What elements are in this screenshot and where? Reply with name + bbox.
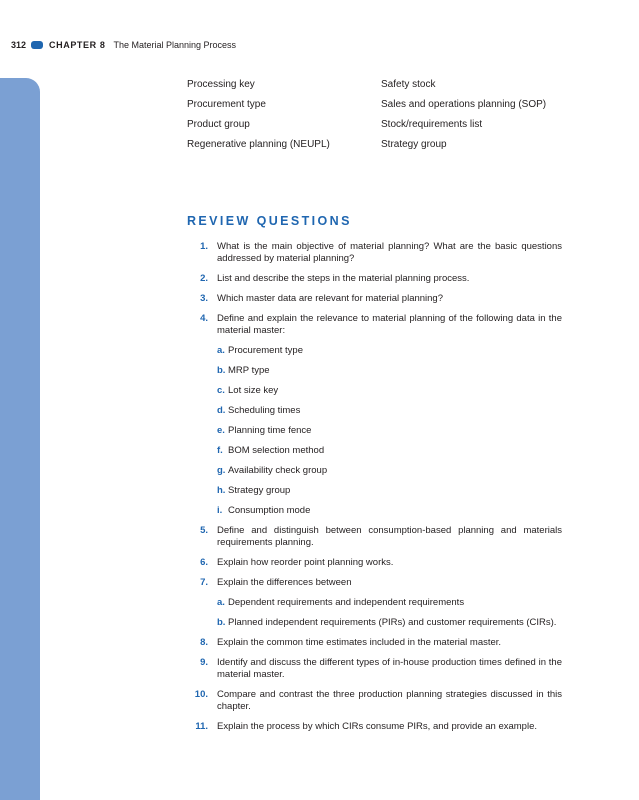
question-4-subitems	[217, 345, 562, 517]
question-number: 2.	[200, 273, 208, 284]
sub-item-letter: a.	[217, 597, 225, 608]
sub-item	[217, 505, 562, 517]
key-terms-left-column	[187, 79, 377, 159]
question-text: What is the main objective of material planning? What are the basic questions addressed by material planning?	[217, 241, 562, 264]
question-item	[186, 657, 562, 681]
sub-item-letter: h.	[217, 485, 226, 496]
question-text: Which master data are relevant for material planning?	[217, 293, 444, 304]
running-header	[11, 38, 236, 52]
key-term: Regenerative planning (NEUPL)	[187, 139, 330, 150]
question-number: 6.	[200, 557, 208, 568]
question-item	[186, 721, 562, 733]
question-text: List and describe the steps in the material planning process.	[217, 273, 470, 284]
question-item	[186, 241, 562, 265]
question-number: 9.	[200, 657, 208, 668]
question-number: 3.	[200, 293, 208, 304]
question-number: 11.	[195, 721, 208, 732]
question-number: 8.	[200, 637, 208, 648]
sub-item	[217, 445, 562, 457]
sub-item	[217, 465, 562, 477]
question-number: 4.	[200, 313, 208, 324]
key-term: Sales and operations planning (SOP)	[381, 99, 547, 110]
sub-item	[217, 425, 562, 437]
sub-item-text: Consumption mode	[228, 505, 311, 516]
sub-item-letter: e.	[217, 425, 225, 436]
sub-item-letter: i.	[217, 505, 223, 516]
sub-item	[217, 597, 562, 609]
question-item	[186, 557, 562, 569]
sub-item-text: Planned independent requirements (PIRs) and customer requirements (CIRs).	[228, 617, 557, 628]
question-item	[186, 689, 562, 713]
question-text: Explain the differences between	[217, 577, 352, 588]
sub-item	[217, 385, 562, 397]
sub-item-text: Scheduling times	[228, 405, 301, 416]
section-title-review-questions: REVIEW QUESTIONS	[187, 214, 352, 228]
question-item	[186, 273, 562, 285]
key-terms-right-column	[381, 79, 571, 159]
sub-item-letter: g.	[217, 465, 226, 476]
chapter-label: CHAPTER 8	[49, 40, 106, 50]
sub-item	[217, 485, 562, 497]
sub-item-text: BOM selection method	[228, 445, 325, 456]
question-text: Define and explain the relevance to material planning of the following data in the material master:	[217, 313, 562, 336]
sub-item-text: Availability check group	[228, 465, 328, 476]
sub-item-letter: b.	[217, 617, 226, 628]
question-text: Compare and contrast the three production planning strategies discussed in this chapter.	[217, 689, 562, 712]
question-text: Identify and discuss the different types of in-house production times defined in the material master.	[217, 657, 562, 680]
question-number: 5.	[200, 525, 208, 536]
key-term: Safety stock	[381, 79, 436, 90]
page-side-band	[0, 78, 40, 800]
sub-item-letter: d.	[217, 405, 226, 416]
question-item	[186, 525, 562, 549]
sub-item-text: Procurement type	[228, 345, 303, 356]
sub-item-text: Planning time fence	[228, 425, 312, 436]
key-term: Stock/requirements list	[381, 119, 483, 130]
key-term: Strategy group	[381, 139, 447, 150]
key-term: Product group	[187, 119, 250, 130]
question-text: Define and distinguish between consumption-based planning and materials requirements planning.	[217, 525, 562, 548]
question-text: Explain the process by which CIRs consume PIRs, and provide an example.	[217, 721, 537, 732]
sub-item-text: Lot size key	[228, 385, 279, 396]
question-number: 1.	[200, 241, 208, 252]
question-number: 10.	[194, 689, 208, 700]
review-questions-list	[186, 241, 562, 741]
page-number: 312	[11, 40, 27, 50]
sub-item	[217, 617, 562, 629]
question-item	[186, 637, 562, 649]
sub-item-text: MRP type	[228, 365, 270, 376]
chapter-marker	[31, 41, 43, 49]
question-7-subitems	[217, 597, 562, 629]
sub-item	[217, 405, 562, 417]
sub-item-letter: f.	[217, 445, 223, 456]
sub-item	[217, 365, 562, 377]
question-item	[186, 313, 562, 517]
question-item	[186, 577, 562, 629]
sub-item	[217, 345, 562, 357]
question-number: 7.	[200, 577, 208, 588]
question-text: Explain how reorder point planning works.	[217, 557, 394, 568]
key-term: Procurement type	[187, 99, 266, 110]
key-term: Processing key	[187, 79, 255, 90]
question-item	[186, 293, 562, 305]
sub-item-letter: c.	[217, 385, 225, 396]
sub-item-text: Dependent requirements and independent requirements	[228, 597, 465, 608]
sub-item-text: Strategy group	[228, 485, 291, 496]
question-text: Explain the common time estimates included in the material master.	[217, 637, 502, 648]
chapter-title: The Material Planning Process	[113, 40, 237, 50]
sub-item-letter: a.	[217, 345, 225, 356]
sub-item-letter: b.	[217, 365, 226, 376]
